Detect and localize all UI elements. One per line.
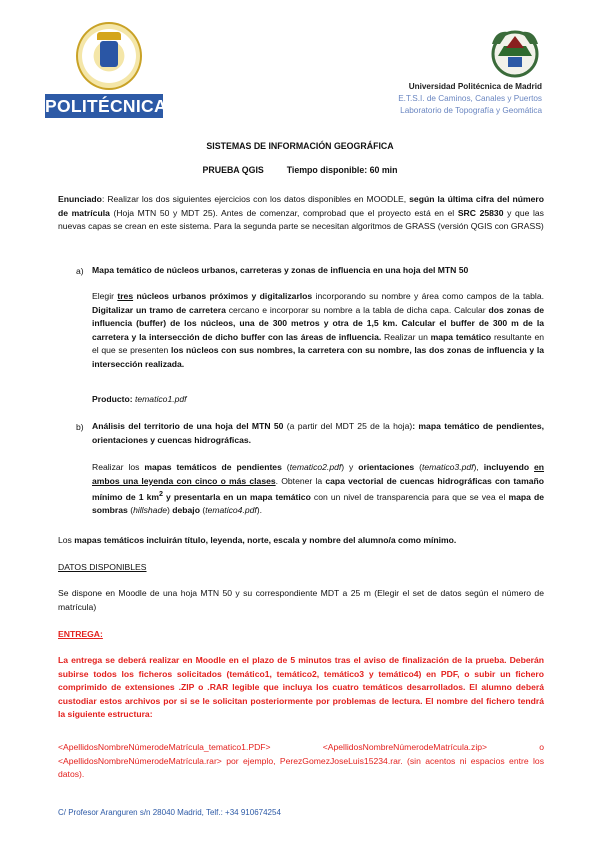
test-subtitle — [0, 165, 600, 175]
item-a-body: Elegir tres núcleos urbanos próximos y digitalizarlos incorporando su nombre y área como campos de la tabla. Digitalizar un tramo de carretera cercano e incorporar su nombre a la tabla de dicha capa. Calcular dos zonas de influencia (buffer) de los núcleos, una de 300 metros y otra de 1,5 km. Calcular el buffer de 300 m de la carretera y la intersección de dicho buffer con las áreas de influencia. Realizar un mapa temático resultante en el que se presenten los núcleos con sus nombres, la carretera con su nombre, las dos zonas de influencia y la intersección realizada. — [92, 291, 545, 369]
test-name: PRUEBA QGIS — [202, 165, 264, 175]
shield-shape — [100, 41, 118, 67]
entrega-text: La entrega se deberá realizar en Moodle en el plazo de 5 minutos tras el aviso de finalización de la prueba. Deberán subirse todos los ficheros solicitados (temático1, temático2, temático3 y temático4) en PDF, o subir un fichero comprimido de extensiones .ZIP o .RAR legible que incluya los cuatro temáticos desarrollados. El alumno deberá custodiar estos archivos por si se le solicitan posteriormente por problemas de lectura. El nombre del fichero tendrá la siguiente estructura: — [58, 655, 544, 719]
maps-note: Los mapas temáticos incluirán título, leyenda, norte, escala y nombre del alumno/a como mínimo. — [58, 535, 457, 545]
item-a-product: Producto: tematico1.pdf — [92, 394, 187, 404]
product-file-1: tematico1.pdf — [134, 394, 187, 404]
datos-text: Se dispone en Moodle de una hoja MTN 50 y su correspondiente MDT a 25 m (Elegir el set de datos según el número de matrícula) — [58, 588, 544, 612]
enunciado-paragraph: Enunciado: Realizar los dos siguientes ejercicios con los datos disponibles en MOODLE, según la última cifra del número de matrícula (Hoja MTN 50 y MDT 25). Antes de comenzar, comprobad que el proyecto está en el SRC 25830 y que las nuevas capas se crean en este sistema. Para la segunda parte se necesitan algoritmos de GRASS (versión QGIS con GRASS) — [58, 194, 544, 231]
page-title: SISTEMAS DE INFORMACIÓN GEOGRÁFICA — [206, 141, 394, 151]
lab-name: Laboratorio de Topografía y Geomática — [400, 106, 542, 115]
university-seal-logo — [76, 22, 142, 90]
item-a-title: Mapa temático de núcleos urbanos, carreteras y zonas de influencia en una hoja del MTN 50 — [92, 265, 469, 275]
school-emblem-logo — [486, 26, 544, 82]
brand-label: POLITÉCNICA — [45, 96, 167, 116]
entrega-filename-format: <ApellidosNombreNúmerodeMatrícula_tematico1.PDF> <ApellidosNombreNúmerodeMatrícula.zip> o <ApellidosNombreNúmerodeMatrícula.rar> por ejemplo, PerezGomezJoseLuis15234.rar. (sin acentos ni espacios entre los datos). — [58, 742, 544, 779]
footer-address: C/ Profesor Aranguren s/n 28040 Madrid, Telf.: +34 910674254 — [58, 808, 281, 817]
item-b-body: Realizar los mapas temáticos de pendientes (tematico2.pdf) y orientaciones (tematico3.pdf), incluyendo en ambos una leyenda con cinco o más clases. Obtener la capa vectorial de cuencas hidrográficas con tamaño mínimo de 1 $km^2$ y presentarla en un mapa temático con un nivel de transparencia para que se vea el mapa de sombras (hillshade) debajo (tematico4.pdf). — [92, 462, 545, 516]
school-name: E.T.S.I. de Caminos, Canales y Puertos — [398, 94, 542, 103]
institution-name: Universidad Politécnica de Madrid — [408, 82, 542, 91]
item-b-label: b) — [76, 422, 84, 432]
crown-shape — [97, 32, 121, 40]
time-limit: Tiempo disponible: 60 min — [286, 165, 398, 175]
item-b-title: Análisis del territorio de una hoja del MTN 50 (a partir del MDT 25 de la hoja): mapa temático de pendientes, orientaciones y cuencas hidrográficas. — [92, 421, 544, 445]
entrega-heading: ENTREGA: — [58, 629, 103, 639]
item-a-label: a) — [76, 266, 84, 276]
datos-heading: DATOS DISPONIBLES — [58, 562, 147, 572]
enunciado-label: Enunciado — [58, 194, 102, 204]
